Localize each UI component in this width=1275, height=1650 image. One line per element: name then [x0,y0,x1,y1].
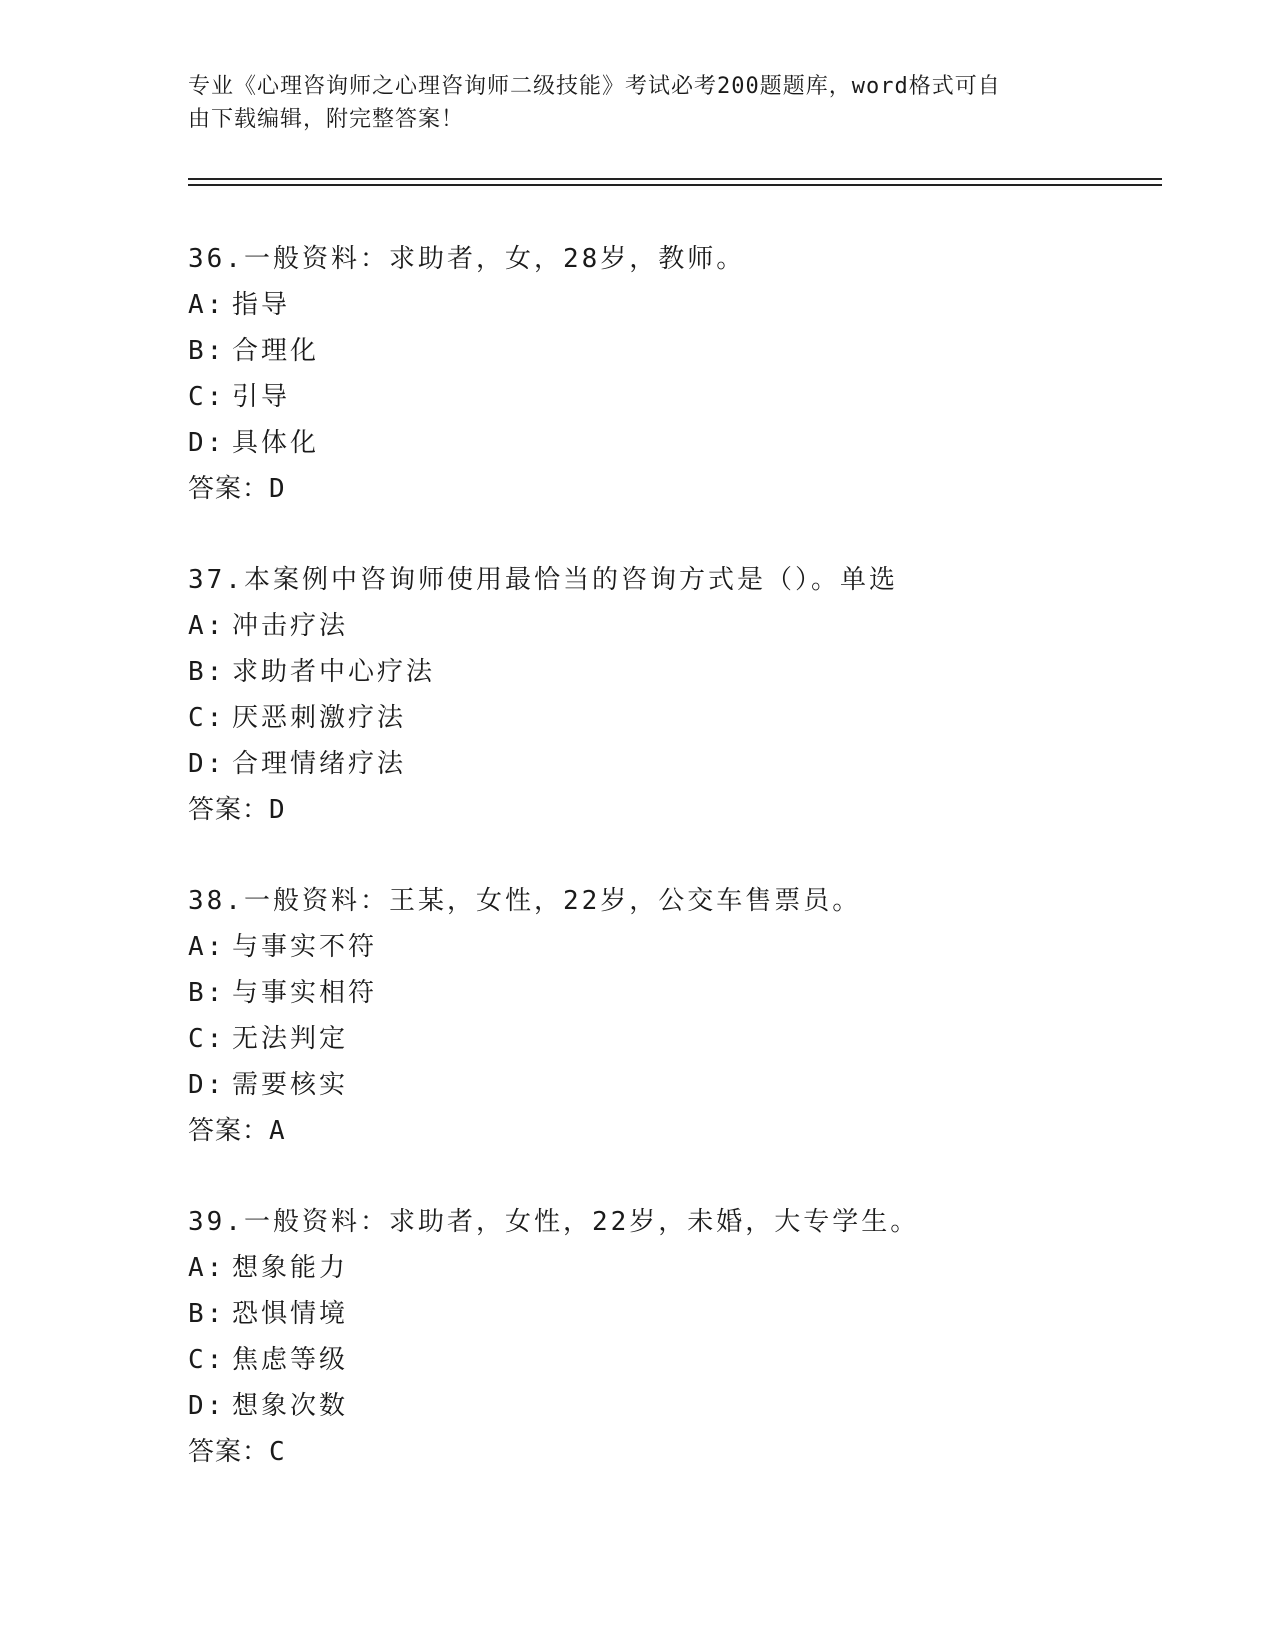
option-key: B: [188,336,226,366]
answer-value: D [269,795,286,825]
question-stem: 38.一般资料：王某，女性，22岁，公交车售票员。 [188,886,862,916]
option-a [188,603,1188,649]
option-a [188,1245,1188,1291]
option-text: 与事实不符 [232,932,378,962]
option-text: 想象次数 [232,1391,349,1421]
option-text: 合理情绪疗法 [232,749,407,779]
answer-line [188,1108,1188,1154]
answer-value: A [269,1116,286,1146]
option-text: 求助者中心疗法 [232,657,436,687]
question-block [188,236,1188,512]
answer-line [188,466,1188,512]
header-line-1: 专业《心理咨询师之心理咨询师二级技能》考试必考200题题库，word格式可自 [188,74,1001,99]
option-d [188,1383,1188,1429]
question-block [188,1199,1188,1475]
option-a [188,282,1188,328]
option-key: B: [188,657,226,687]
question-stem: 37.本案例中咨询师使用最恰当的咨询方式是（）。单选 [188,565,898,595]
answer-value: C [269,1437,286,1467]
option-d [188,1062,1188,1108]
option-key: A: [188,611,226,641]
option-key: C: [188,703,226,733]
option-key: B: [188,1299,226,1329]
option-text: 厌恶刺激疗法 [232,703,407,733]
option-key: D: [188,1391,226,1421]
question-stem: 36.一般资料：求助者，女，28岁，教师。 [188,244,746,274]
option-text: 与事实相符 [232,978,378,1008]
option-b [188,649,1188,695]
answer-label: 答案： [188,474,270,504]
header-divider-bottom [188,184,1162,186]
option-d [188,741,1188,787]
option-key: B: [188,978,226,1008]
option-text: 想象能力 [232,1253,349,1283]
option-text: 指导 [232,290,291,320]
option-key: A: [188,290,226,320]
option-c [188,374,1188,420]
question-block [188,557,1188,833]
question-block [188,878,1188,1154]
answer-line [188,787,1188,833]
option-key: C: [188,1345,226,1375]
option-key: D: [188,1070,226,1100]
option-text: 具体化 [232,428,320,458]
option-text: 恐惧情境 [232,1299,349,1329]
option-text: 冲击疗法 [232,611,349,641]
option-c [188,695,1188,741]
option-b [188,328,1188,374]
option-a [188,924,1188,970]
answer-value: D [269,474,286,504]
option-text: 需要核实 [232,1070,349,1100]
answer-line [188,1429,1188,1475]
header-line-2: 由下载编辑，附完整答案！ [188,107,465,132]
option-text: 合理化 [232,336,320,366]
answer-label: 答案： [188,1437,270,1467]
option-d [188,420,1188,466]
option-text: 无法判定 [232,1024,349,1054]
option-text: 引导 [232,382,291,412]
option-key: C: [188,1024,226,1054]
option-c [188,1016,1188,1062]
option-key: A: [188,1253,226,1283]
option-key: A: [188,932,226,962]
option-text: 焦虑等级 [232,1345,349,1375]
option-key: D: [188,749,226,779]
header-divider-top [188,178,1162,180]
option-b [188,970,1188,1016]
answer-label: 答案： [188,1116,270,1146]
question-stem: 39.一般资料：求助者，女性，22岁，未婚，大专学生。 [188,1207,920,1237]
option-c [188,1337,1188,1383]
answer-label: 答案： [188,795,270,825]
option-key: D: [188,428,226,458]
option-key: C: [188,382,226,412]
option-b [188,1291,1188,1337]
document-header [188,70,1088,136]
